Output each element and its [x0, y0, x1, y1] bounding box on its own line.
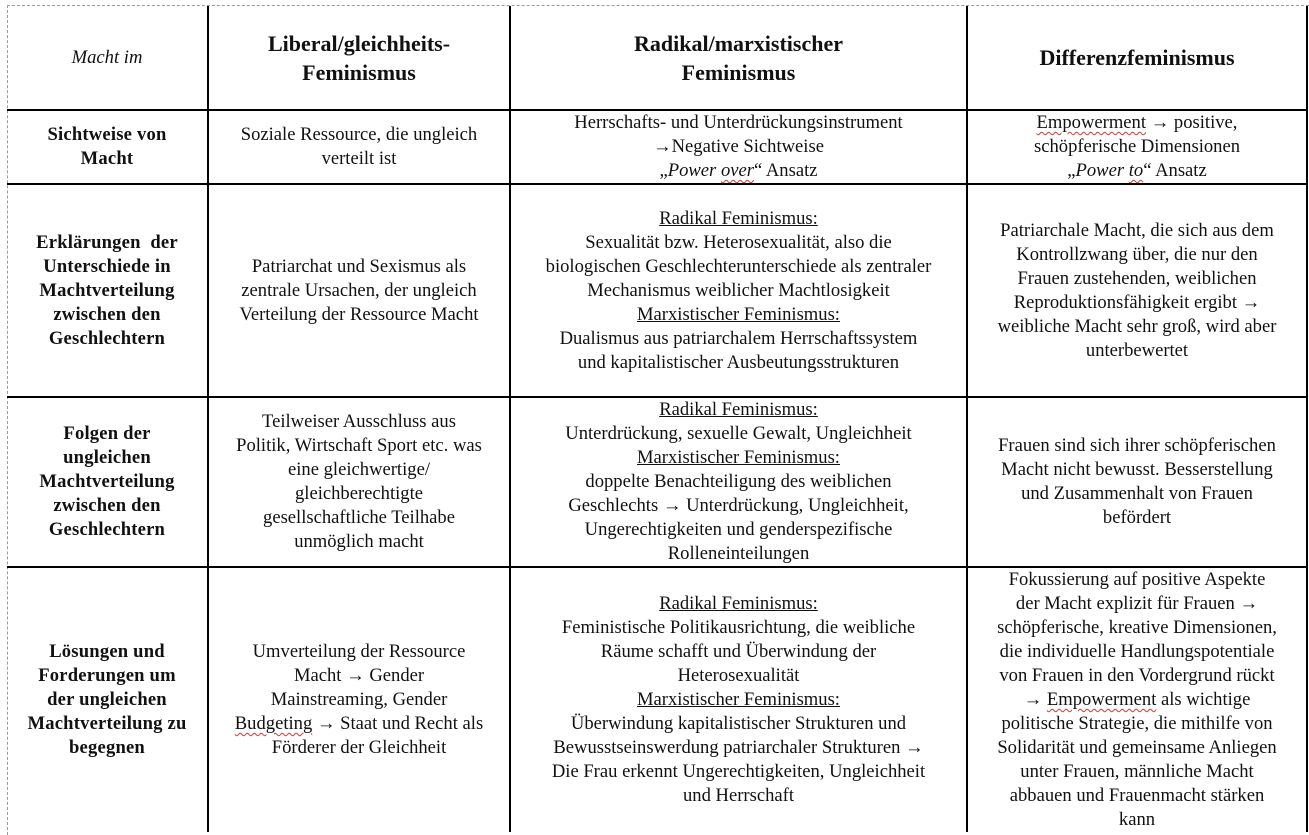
cell-line: abbauen und Frauenmacht stärken	[1009, 785, 1265, 806]
arrow-right-icon: →	[905, 737, 924, 758]
arrow-right-icon: →	[1150, 112, 1170, 133]
quote-mark: „	[659, 160, 668, 181]
subheading-marxistisch: Marxistischer Feminismus:	[637, 303, 840, 325]
arrow-right-icon: →	[346, 665, 365, 686]
subheading-radikal: Radikal Feminismus:	[659, 593, 818, 614]
spellcheck-flagged-word: Empowerment	[1036, 112, 1147, 133]
subheading-marxistisch: Marxistischer Feminismus:	[637, 447, 840, 468]
cell-line: die individuelle Handlungspotentiale	[999, 641, 1275, 662]
cell-line: Fokussierung auf positive Aspekte	[1008, 569, 1266, 590]
cell-line: zentrale Ursachen, der ungleich	[241, 279, 477, 301]
comparison-table	[7, 6, 1308, 832]
table-row	[7, 184, 1307, 397]
cell-line	[972, 592, 1302, 616]
cell-text: Gender	[364, 665, 425, 686]
row-header-line: ungleichen	[63, 447, 151, 468]
cell-line: Heterosexualität	[677, 665, 800, 686]
cell-text: der Macht explizit für Frauen	[1015, 593, 1240, 614]
subheading-marxistisch: Marxistischer Feminismus:	[637, 689, 840, 710]
cell-line: Kontrollzwang über, die nur den	[1016, 244, 1258, 265]
cell-text: Ansatz	[1151, 160, 1207, 181]
italic-text: Power	[1075, 160, 1129, 181]
quote-mark: “	[753, 160, 763, 181]
cell-text: Geschlechts	[568, 495, 663, 516]
cell-line: Umverteilung der Ressource	[252, 641, 466, 662]
cell-line: biologischen Geschlechterunterschiede als zentraler	[545, 255, 932, 277]
row-header-line: Geschlechtern	[48, 519, 166, 540]
row-header-line: Unterschiede in	[43, 255, 171, 277]
arrow-right-icon: →	[1241, 292, 1261, 313]
cell-liberal	[208, 567, 510, 832]
cell-line: Teilweiser Ausschluss aus	[262, 411, 456, 432]
row-header-line: Machtverteilung	[39, 471, 175, 492]
cell-line	[972, 688, 1302, 712]
row-header-line: Lösungen und	[49, 641, 165, 662]
cell-line: Mechanismus weiblicher Machtlosigkeit	[587, 279, 890, 301]
cell-differenz	[967, 110, 1307, 184]
row-header-line: Geschlechtern	[48, 327, 166, 349]
cell-line	[515, 494, 962, 518]
cell-line: Feministische Politikausrichtung, die weibliche	[561, 617, 916, 638]
spellcheck-flagged-word: Empowerment	[1046, 689, 1157, 710]
arrow-right-icon: →	[316, 713, 336, 734]
quote-mark: “	[1143, 160, 1152, 181]
arrow-right-icon: →	[1239, 593, 1259, 614]
row-header-line: der ungleichen	[47, 689, 167, 710]
row-header-line: Sichtweise von	[47, 124, 167, 145]
cell-line: gesellschaftliche Teilhabe	[263, 507, 455, 528]
column-header-liberal	[208, 6, 510, 110]
cell-line: unterbewertet	[1085, 340, 1189, 361]
spellcheck-flagged-word: to	[1128, 160, 1144, 181]
table-row	[7, 110, 1307, 184]
cell-line: weibliche Macht sehr groß, wird aber	[997, 316, 1277, 337]
cell-liberal	[208, 397, 510, 567]
arrow-right-icon: →	[1023, 689, 1043, 710]
row-header-line: Forderungen um	[38, 665, 176, 686]
spellcheck-flagged-word: over	[720, 160, 754, 181]
cell-differenz	[967, 567, 1307, 832]
cell-line: Soziale Ressource, die ungleich	[240, 124, 478, 145]
row-header-loesungen	[7, 567, 208, 832]
row-header-sichtweise	[7, 110, 208, 184]
cell-line: Politik, Wirtschaft Sport etc. was	[236, 435, 482, 456]
cell-line: unter Frauen, männliche Macht	[1020, 761, 1254, 782]
row-header-line: Machtverteilung zu	[27, 713, 187, 734]
cell-line: Herrschafts- und Unterdrückungsinstrument	[574, 112, 903, 133]
cell-line: Unterdrückung, sexuelle Gewalt, Ungleichheit	[565, 423, 912, 444]
quote-mark: „	[1067, 160, 1076, 181]
cell-line: kann	[1118, 809, 1156, 830]
cell-line: Rolleneinteilungen	[667, 543, 810, 564]
cell-line: Räume schafft und Überwindung der	[600, 641, 877, 662]
cell-line: Patriarchale Macht, die sich aus dem	[1000, 220, 1274, 241]
cell-line: und Zusammenhalt von Frauen	[1021, 483, 1253, 504]
cell-line: und Herrschaft	[683, 785, 794, 806]
cell-text: als wichtige	[1156, 689, 1251, 710]
cell-radikal	[510, 397, 967, 567]
cell-radikal	[510, 110, 967, 184]
arrow-right-icon: →	[653, 136, 672, 157]
cell-radikal	[510, 184, 967, 397]
cell-text: Macht	[293, 665, 347, 686]
cell-line: Überwindung kapitalistischer Strukturen und	[570, 713, 907, 734]
cell-line: unmöglich macht	[294, 531, 424, 552]
cell-line: doppelte Benachteiligung des weiblichen	[585, 471, 892, 492]
row-header-line: Macht	[80, 148, 134, 169]
cell-text: Ansatz	[762, 160, 818, 181]
row-header-erklaerungen	[7, 184, 208, 397]
cell-line: Dualismus aus patriarchalem Herrschaftssystem	[559, 327, 918, 349]
row-header-folgen	[7, 397, 208, 567]
row-header-line: Machtverteilung	[39, 279, 175, 301]
row-header-line: zwischen den	[53, 495, 161, 516]
cell-liberal	[208, 184, 510, 397]
table-row	[7, 397, 1307, 567]
cell-line: Patriarchat und Sexismus als	[251, 255, 467, 277]
cell-text: Reproduktionsfähigkeit ergibt	[1013, 292, 1242, 313]
subheading-radikal: Radikal Feminismus:	[659, 399, 818, 420]
column-header-line: Feminismus	[302, 59, 416, 85]
cell-line: Die Frau erkennt Ungerechtigkeiten, Ungleichheit	[551, 761, 926, 782]
cell-line: eine gleichwertige/	[288, 459, 430, 480]
table-row	[7, 567, 1307, 832]
cell-text: Unterdrückung, Ungleichheit,	[681, 495, 909, 516]
subheading-radikal: Radikal Feminismus:	[659, 207, 818, 229]
cell-line: politische Strategie, die mithilfe von	[1001, 713, 1273, 734]
arrow-right-icon: →	[662, 495, 682, 516]
cell-differenz	[967, 397, 1307, 567]
table-header-row	[7, 6, 1307, 110]
cell-line	[515, 135, 962, 159]
cell-line: befördert	[1102, 507, 1172, 528]
cell-line: Frauen zustehenden, weiblichen	[1017, 268, 1257, 289]
row-header-line: Folgen der	[63, 423, 151, 444]
cell-line: verteilt ist	[321, 148, 397, 169]
row-header-line: begegnen	[69, 737, 145, 758]
cell-line	[515, 736, 962, 760]
cell-line: schöpferische, kreative Dimensionen,	[997, 617, 1277, 638]
cell-line: Frauen sind sich ihrer schöpferischen	[998, 435, 1276, 456]
corner-header: Macht im	[7, 6, 208, 110]
cell-radikal	[510, 567, 967, 832]
cell-differenz	[967, 184, 1307, 397]
cell-line: von Frauen in den Vordergrund rückt	[999, 665, 1275, 686]
italic-text: Power	[667, 160, 721, 181]
cell-line: Solidarität und gemeinsame Anliegen	[997, 737, 1277, 758]
cell-line: Verteilung der Ressource Macht	[239, 303, 479, 325]
column-header-radikal	[510, 6, 967, 110]
cell-line	[213, 664, 505, 688]
column-header-line: Liberal/gleichheits-	[267, 30, 451, 56]
row-header-line: zwischen den	[53, 303, 161, 325]
cell-text: Bewusstseinswerdung patriarchaler Strukturen	[553, 737, 906, 758]
cell-line	[972, 111, 1302, 135]
cell-line	[213, 712, 505, 736]
cell-line	[515, 159, 962, 183]
cell-text: positive,	[1169, 112, 1238, 133]
cell-text: Staat und Recht als	[335, 713, 484, 734]
column-header-line: Radikal/marxistischer	[634, 30, 843, 56]
cell-line	[972, 159, 1302, 183]
cell-line: Förderer der Gleichheit	[271, 737, 447, 758]
row-header-line: Erklärungen der	[36, 231, 178, 253]
cell-line: und kapitalistischer Ausbeutungsstrukturen	[577, 351, 900, 373]
cell-line: Sexualität bzw. Heterosexualität, also die	[585, 231, 892, 253]
column-header-differenz	[967, 6, 1307, 110]
spellcheck-flagged-word: Budgeting	[234, 713, 313, 734]
cell-line: gleichberechtigte	[294, 483, 424, 504]
cell-line: Ungerechtigkeiten und genderspezifische	[584, 519, 893, 540]
cell-text: Negative Sichtweise	[671, 136, 824, 157]
cell-line: schöpferische Dimensionen	[1033, 136, 1241, 157]
cell-line: Macht nicht bewusst. Besserstellung	[1001, 459, 1273, 480]
column-header-line: Feminismus	[681, 59, 796, 85]
cell-liberal	[208, 110, 510, 184]
cell-line	[972, 291, 1302, 315]
column-header-line: Differenzfeminismus	[1039, 45, 1235, 70]
cell-line: Mainstreaming, Gender	[270, 689, 448, 710]
